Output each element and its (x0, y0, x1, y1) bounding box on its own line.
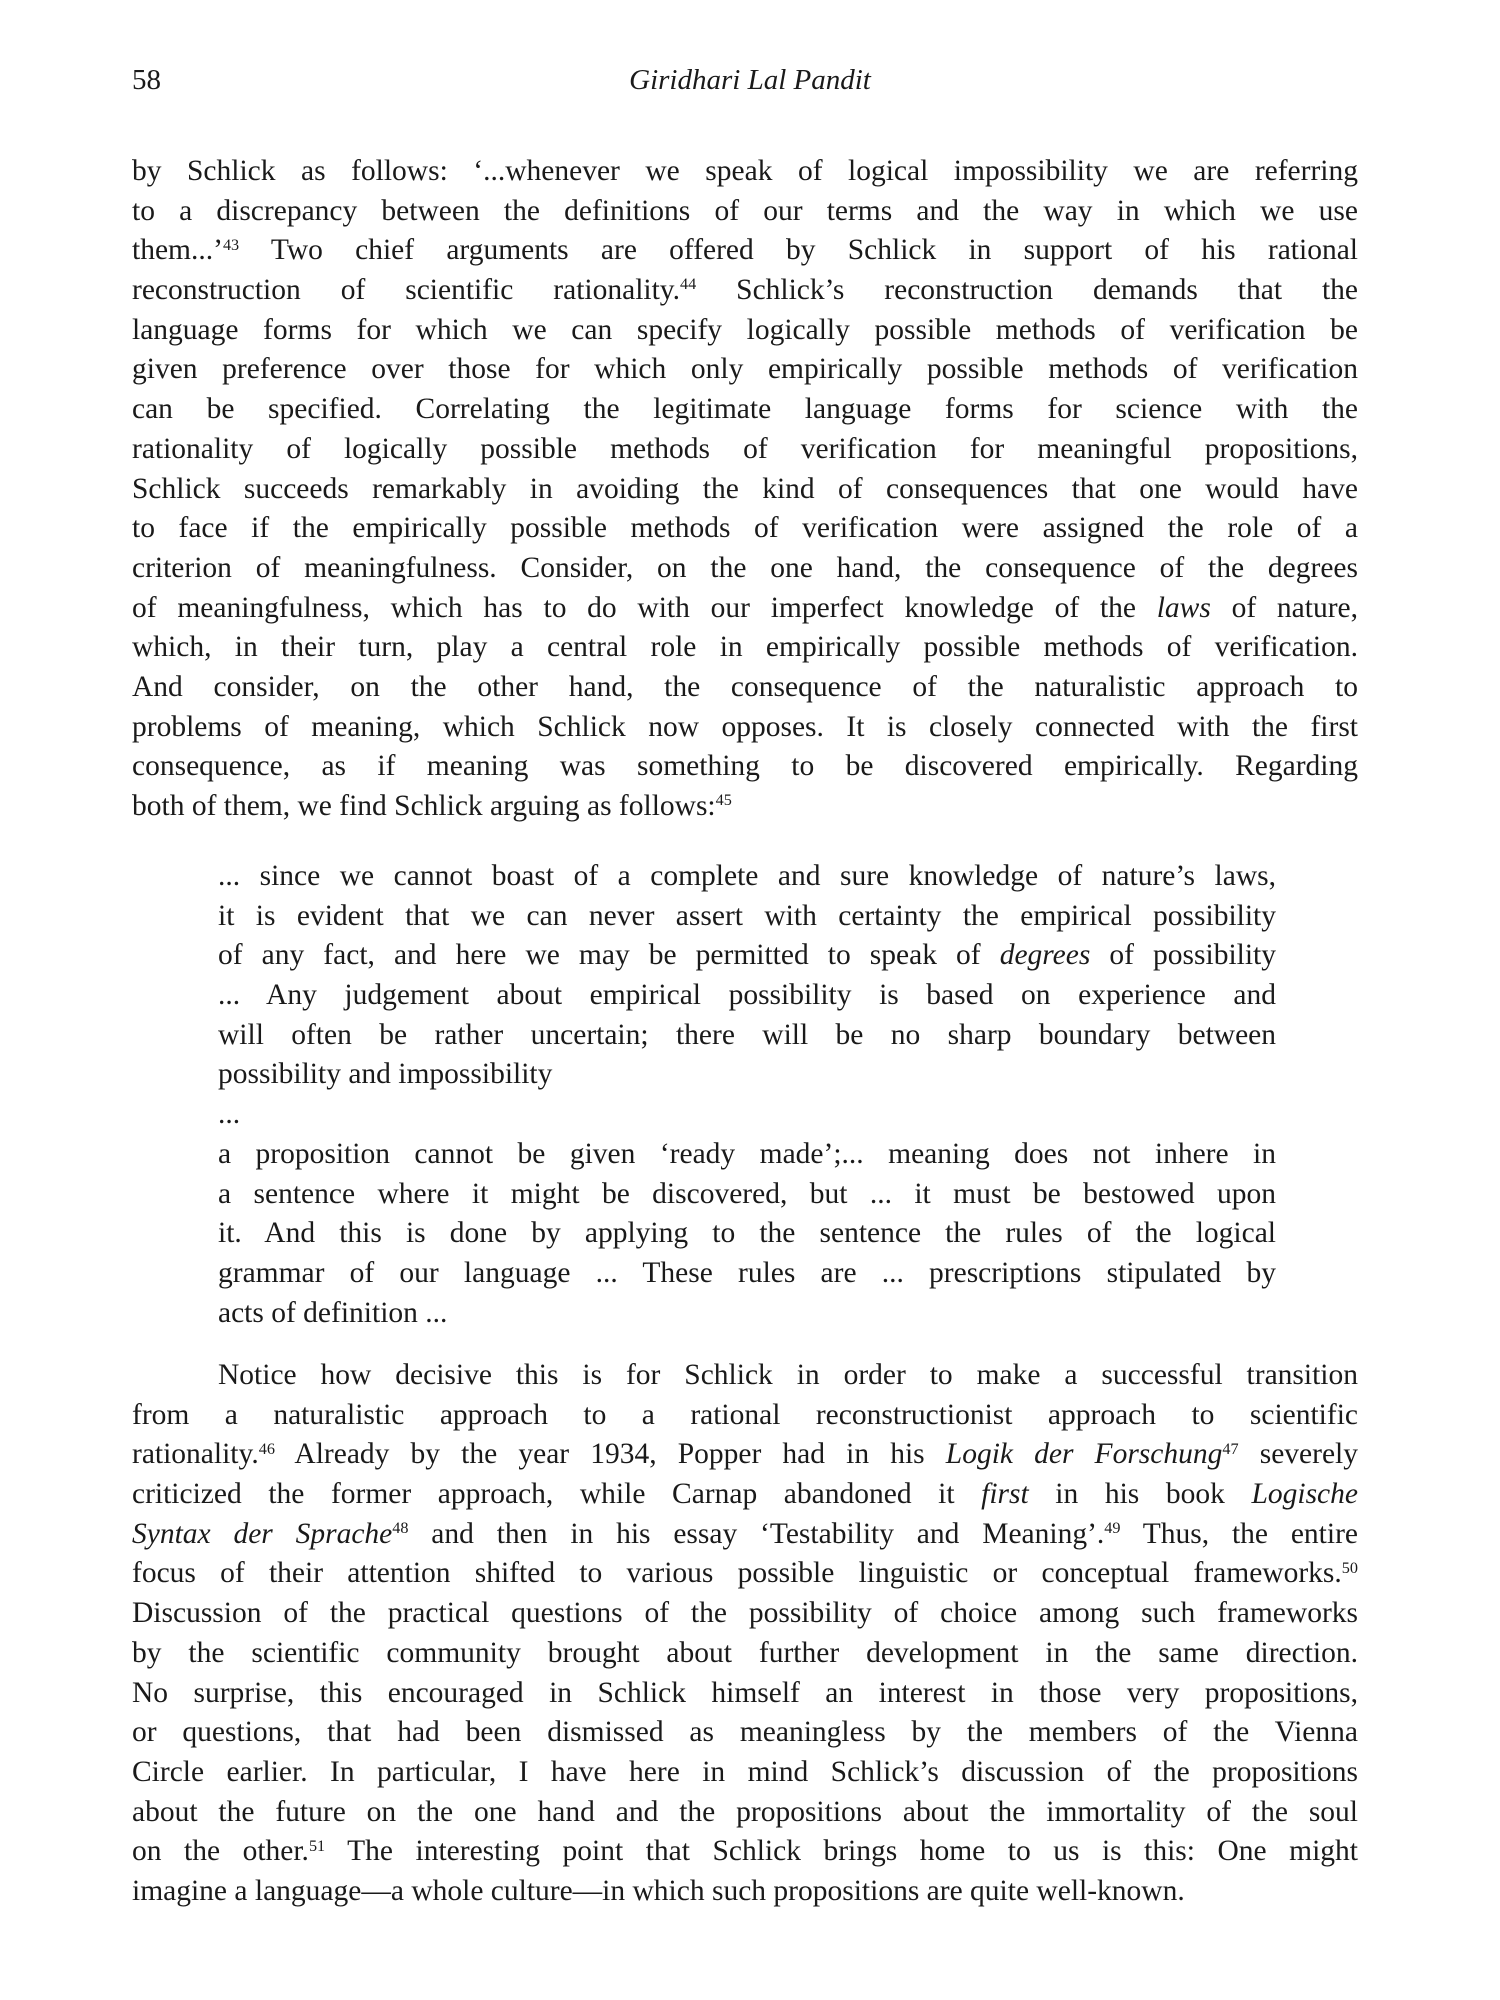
text-run: of possibility (1090, 939, 1276, 972)
text-run: in his book (1028, 1478, 1252, 1511)
text-run: given preference over those for which only empirically possible methods of verification (132, 353, 1358, 386)
text-line (132, 1674, 1358, 1714)
footnote-marker: 50 (1341, 1558, 1358, 1577)
italic-text: first (981, 1478, 1029, 1511)
text-run: Circle earlier. In particular, I have here in mind Schlick’s discussion of the propositions (132, 1755, 1358, 1788)
footnote-marker: 44 (680, 275, 697, 294)
text-run: The interesting point that Schlick brings home to us is this: One might (325, 1835, 1358, 1868)
text-line (132, 231, 1358, 271)
text-line (132, 1832, 1358, 1872)
text-line (132, 708, 1358, 748)
text-run: of meaningfulness, which has to do with our imperfect knowledge of the (132, 591, 1157, 624)
footnote-marker: 45 (715, 791, 732, 810)
text-line (132, 152, 1358, 192)
text-run: language forms for which we can specify logically possible methods of verification be (132, 313, 1358, 346)
text-line (132, 1793, 1358, 1833)
text-line (132, 1475, 1358, 1515)
text-line (132, 1753, 1358, 1793)
text-line (132, 747, 1358, 787)
footnote-marker: 51 (308, 1836, 326, 1855)
text-line (132, 1356, 1358, 1396)
text-run: Notice how decisive this is for Schlick in order to make a successful transition (218, 1359, 1358, 1391)
text-line (218, 1135, 1276, 1175)
text-run: will often be rather uncertain; there will be no sharp boundary between (218, 1018, 1276, 1051)
text-run: consequence, as if meaning was something to be discovered empirically. Regarding (132, 750, 1358, 783)
text-line (132, 350, 1358, 390)
text-line (218, 936, 1276, 976)
footnote-marker: 43 (222, 235, 240, 254)
text-line (132, 430, 1358, 470)
text-line (132, 1634, 1358, 1674)
text-run: a sentence where it might be discovered, but ... it must be bestowed upon (218, 1177, 1276, 1210)
text-line (132, 311, 1358, 351)
page-number: 58 (132, 64, 161, 96)
text-run: criticized the former approach, while Carnap abandoned it (132, 1478, 982, 1511)
text-run: imagine a language—a whole culture—in which such propositions are quite well-known. (132, 1874, 1185, 1907)
text-run: No surprise, this encouraged in Schlick himself an interest in those very propositions, (132, 1676, 1358, 1709)
italic-text: degrees (999, 939, 1091, 972)
text-run: can be specified. Correlating the legitimate language forms for science with the (132, 393, 1358, 426)
footnote-marker: 47 (1222, 1439, 1239, 1458)
text-line (218, 897, 1276, 937)
text-run: or questions, that had been dismissed as meaningless by the members of the Vienna (132, 1716, 1358, 1749)
text-line (218, 1095, 1276, 1135)
text-run: it is evident that we can never assert with certainty the empirical possibility (218, 899, 1276, 932)
text-line (218, 857, 1276, 897)
italic-text: Logik der Forschung (945, 1438, 1223, 1471)
text-line (218, 976, 1276, 1016)
text-line (132, 628, 1358, 668)
text-run: by the scientific community brought about further development in the same direction. (132, 1636, 1358, 1669)
italic-text: Logische (1251, 1478, 1358, 1511)
text-run: from a naturalistic approach to a rational reconstructionist approach to scientific (132, 1398, 1358, 1431)
text-line (132, 589, 1358, 629)
paragraph-2 (132, 1356, 1358, 1912)
text-line (218, 1294, 1276, 1334)
text-run: rationality. (132, 1438, 259, 1471)
text-line (132, 787, 1358, 827)
footnote-marker: 49 (1104, 1519, 1121, 1538)
text-run: Schlick succeeds remarkably in avoiding the kind of consequences that one would have (132, 472, 1358, 505)
text-run: of any fact, and here we may be permitted to speak of (218, 939, 1000, 972)
text-line (218, 1055, 1276, 1095)
text-line (218, 1254, 1276, 1294)
text-line (132, 1594, 1358, 1634)
text-run: it. And this is done by applying to the sentence the rules of the logical (218, 1217, 1276, 1250)
text-run: Discussion of the practical questions of the possibility of choice among such frameworks (132, 1597, 1358, 1630)
text-run: of nature, (1210, 591, 1358, 624)
text-run: which, in their turn, play a central role in empirically possible methods of verification. (132, 631, 1358, 664)
text-run: Thus, the entire (1120, 1517, 1358, 1550)
text-run: Schlick’s reconstruction demands that the (696, 274, 1359, 307)
text-run: possibility and impossibility (218, 1058, 553, 1091)
text-run: acts of definition ... (218, 1296, 448, 1329)
text-line (132, 1872, 1358, 1912)
text-run: both of them, we find Schlick arguing as follows: (132, 790, 716, 822)
text-run: a proposition cannot be given ‘ready made’;... meaning does not inhere in (218, 1137, 1276, 1170)
text-run: Already by the year 1934, Popper had in his (274, 1438, 946, 1471)
text-run: ... (218, 1098, 241, 1131)
blockquote (218, 857, 1276, 1333)
text-run: rationality of logically possible methods of verification for meaningful propositions, (132, 432, 1358, 465)
text-line (132, 470, 1358, 510)
text-line (132, 1554, 1358, 1594)
italic-text: Syntax der Sprache (132, 1517, 393, 1550)
text-line (132, 1396, 1358, 1436)
text-line (132, 668, 1358, 708)
text-line (132, 192, 1358, 232)
text-run: reconstruction of scientific rationality. (132, 274, 680, 307)
footnote-marker: 46 (258, 1439, 275, 1458)
text-run: to a discrepancy between the definitions of our terms and the way in which we use (132, 194, 1358, 227)
text-run: criterion of meaningfulness. Consider, on the one hand, the consequence of the degrees (132, 551, 1358, 584)
paragraph-1 (132, 152, 1358, 827)
text-line (132, 1515, 1358, 1555)
text-run: focus of their attention shifted to various possible linguistic or conceptual frameworks. (132, 1557, 1342, 1590)
italic-text: laws (1156, 591, 1211, 624)
text-line (132, 549, 1358, 589)
text-line (132, 509, 1358, 549)
text-line (218, 1016, 1276, 1056)
text-run: them...’ (132, 234, 223, 267)
text-run: severely (1238, 1438, 1358, 1471)
footnote-marker: 48 (392, 1519, 409, 1538)
text-line (218, 1175, 1276, 1215)
text-run: Two chief arguments are offered by Schlick in support of his rational (239, 234, 1358, 267)
text-run: by Schlick as follows: ‘...whenever we speak of logical impossibility we are referring (132, 155, 1358, 187)
text-run: on the other. (132, 1835, 309, 1868)
text-run: and then in his essay ‘Testability and Meaning’. (408, 1517, 1105, 1550)
text-line (132, 271, 1358, 311)
text-line (132, 390, 1358, 430)
text-line (132, 1435, 1358, 1475)
running-title: Giridhari Lal Pandit (629, 64, 871, 96)
text-run: ... Any judgement about empirical possibility is based on experience and (218, 979, 1276, 1012)
text-run: to face if the empirically possible methods of verification were assigned the role of a (132, 512, 1358, 545)
text-line (132, 1713, 1358, 1753)
text-run: about the future on the one hand and the propositions about the immortality of the soul (132, 1795, 1358, 1828)
text-line (218, 1214, 1276, 1254)
text-run: And consider, on the other hand, the consequence of the naturalistic approach to (132, 670, 1358, 703)
text-run: problems of meaning, which Schlick now opposes. It is closely connected with the first (132, 710, 1358, 743)
text-run: grammar of our language ... These rules are ... prescriptions stipulated by (218, 1256, 1276, 1289)
text-run: ... since we cannot boast of a complete and sure knowledge of nature’s laws, (218, 860, 1276, 892)
